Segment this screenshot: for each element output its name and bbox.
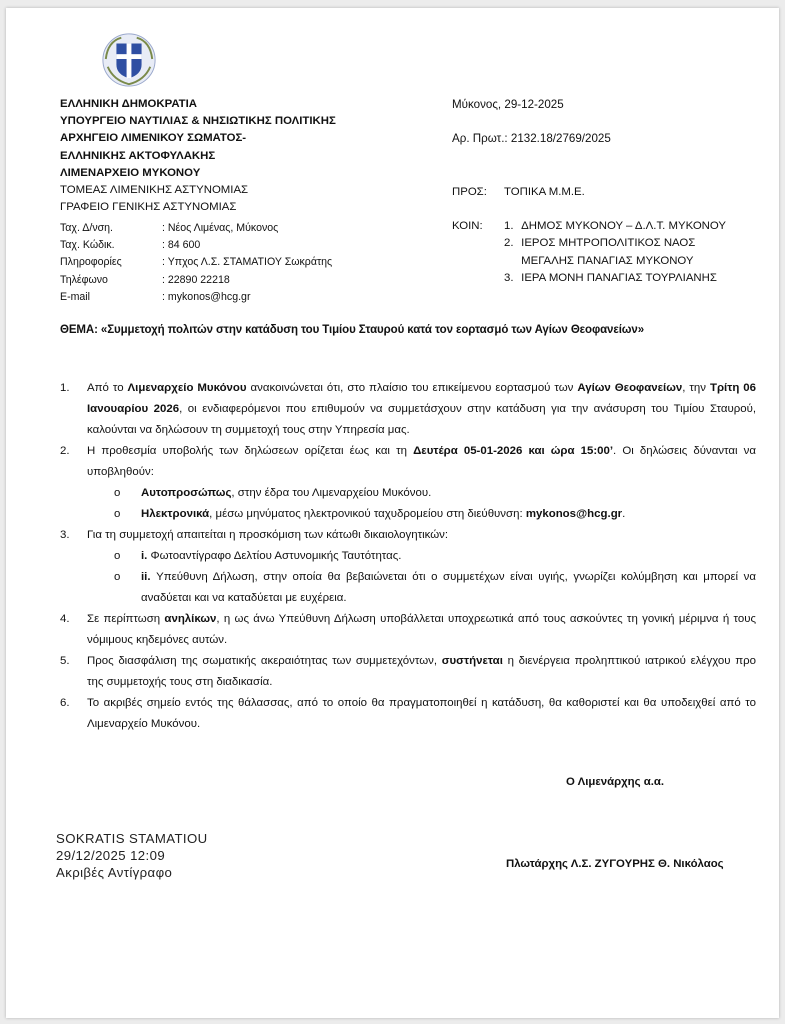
sub-item (60, 483, 756, 504)
sub-item (60, 567, 756, 609)
item-number: 3. (60, 529, 70, 541)
bold-text: Ηλεκτρονικά (141, 508, 210, 520)
contact-value: : Υπχος Λ.Σ. ΣΤΑΜΑΤΙΟΥ Σωκράτης (162, 256, 333, 269)
contact-label: Ταχ. Κώδικ. (60, 239, 115, 252)
koin-label: ΚΟΙΝ: (452, 220, 483, 233)
bold-text: ii. (141, 571, 151, 583)
stamp-note: Ακριβές Αντίγραφο (56, 865, 173, 880)
contact-value: : Νέος Λιμένας, Μύκονος (162, 222, 279, 234)
text-run: η διενέργεια προληπτικού ιατρικού ελέγχου προ της συμμετοχής τους στη διαδικασία. (87, 655, 756, 688)
digital-signature-stamp (56, 830, 208, 881)
contact-value: : 84 600 (162, 239, 201, 252)
contact-row (60, 289, 440, 306)
koin-list (504, 218, 726, 287)
bullet-icon: o (114, 550, 121, 562)
pros-label: ΠΡΟΣ: (452, 186, 487, 198)
sub-item (60, 504, 756, 525)
koin-text: ΔΗΜΟΣ ΜΥΚΟΝΟΥ – Δ.Λ.Τ. ΜΥΚΟΝΟΥ (521, 220, 726, 233)
item-text (87, 693, 756, 735)
header-line: ΛΙΜΕΝΑΡΧΕΙΟ ΜΥΚΟΝΟΥ (60, 166, 201, 179)
place-date: Μύκονος, 29-12-2025 (452, 98, 564, 111)
pros-value: ΤΟΠΙΚΑ Μ.Μ.Ε. (504, 186, 585, 198)
contact-email[interactable]: : mykonos@hcg.gr (162, 290, 251, 303)
text-run: ανακοινώνεται ότι, στο πλαίσιο του επικείμενου εορτασμού των (246, 382, 578, 394)
koin-number: 3. (504, 271, 514, 284)
bold-text: mykonos@hcg.gr (525, 508, 623, 520)
koin-number: 2. (504, 237, 514, 250)
numbered-item (60, 609, 756, 651)
text-run: Το ακριβές σημείο εντός της θάλασσας, από το οποίο θα πραγματοποιηθεί η κατάδυση, θα καθοριστεί και θα υποδειχθεί από το Λιμεναρχείο Μυκόνου. (87, 697, 756, 730)
text-run: . (622, 508, 626, 520)
text-run: , μέσω μηνύματος ηλεκτρονικού ταχυδρομείου στη διεύθυνση: (209, 508, 526, 520)
header-line: ΤΟΜΕΑΣ ΛΙΜΕΝΙΚΗΣ ΑΣΤΥΝΟΜΙΑΣ (60, 184, 249, 197)
header-line: ΕΛΛΗΝΙΚΗΣ ΑΚΤΟΦΥΛΑΚΗΣ (60, 149, 216, 162)
text-run: Σε περίπτωση (87, 613, 165, 625)
text-run: , η ως άνω Υπεύθυνη Δήλωση υποβάλλεται υποχρεωτικά από τους ασκούντες τη γονική μέριμνα ή τους νόμιμους κηδεμόνες αυτών. (87, 613, 756, 646)
contact-label: Ταχ. Δ/νση. (60, 222, 113, 234)
header-line: ΑΡΧΗΓΕΙΟ ΛΙΜΕΝΙΚΟΥ ΣΩΜΑΤΟΣ- (60, 132, 247, 145)
numbered-item (60, 441, 756, 483)
text-run: Για τη συμμετοχή απαιτείται η προσκόμιση των κάτωθι δικαιολογητικών: (87, 529, 449, 541)
item-number: 5. (60, 655, 70, 667)
item-number: 4. (60, 613, 70, 625)
contact-row (60, 220, 440, 237)
koin-row (452, 218, 772, 287)
bold-text: Τρίτη 06 Ιανουαρίου 2026 (87, 382, 757, 415)
recipients-block (452, 184, 772, 287)
text-run: Προς διασφάλιση της σωματικής ακεραιότητας των συμμετεχόντων, (87, 655, 442, 667)
subject-line: ΘΕΜΑ: «Συμμετοχή πολιτών στην κατάδυση του Τιμίου Σταυρού κατά τον εορτασμό των Αγίων Θεοφανείων» (60, 324, 644, 336)
text-run: , την (682, 382, 710, 394)
protocol-number: Αρ. Πρωτ.: 2132.18/2769/2025 (452, 132, 611, 146)
item-number: 1. (60, 382, 70, 394)
contact-value: : 22890 22218 (162, 273, 230, 286)
sub-item-text (141, 504, 756, 525)
bold-text: i. (141, 550, 148, 562)
item-text (87, 378, 756, 441)
bold-text: Αγίων Θεοφανείων (577, 382, 683, 394)
item-number: 2. (60, 445, 70, 457)
koin-item-cont (504, 253, 726, 270)
contact-block (60, 220, 440, 306)
bold-text: συστήνεται (441, 655, 503, 667)
item-text (87, 525, 756, 546)
signer-name: Πλωτάρχης Λ.Σ. ΖΥΓΟΥΡΗΣ Θ. Νικόλαος (506, 858, 724, 870)
text-run: Φωτοαντίγραφο Δελτίου Αστυνομικής Ταυτότητας. (147, 550, 402, 562)
koin-text: ΙΕΡΟΣ ΜΗΤΡΟΠΟΛΙΤΙΚΟΣ ΝΑΟΣ (521, 237, 696, 250)
koin-item (504, 270, 726, 287)
numbered-item (60, 693, 756, 735)
text-run: , στην έδρα του Λιμεναρχείου Μυκόνου. (231, 487, 432, 499)
koin-text: ΙΕΡΑ ΜΟΝΗ ΠΑΝΑΓΙΑΣ ΤΟΥΡΛΙΑΝΗΣ (521, 271, 717, 284)
item-text (87, 651, 756, 693)
body-items (60, 378, 756, 735)
bullet-icon: o (114, 571, 121, 583)
item-text (87, 609, 756, 651)
koin-item (504, 235, 726, 252)
contact-row (60, 254, 440, 271)
header-left (60, 96, 440, 216)
text-run: Η προθεσμία υποβολής των δηλώσεων ορίζεται έως και τη (87, 445, 414, 457)
text-run: Υπεύθυνη Δήλωση, στην οποία θα βεβαιώνεται ότι ο συμμετέχων είναι υγιής, γνωρίζει κολύμβηση και μπορεί να αναδύεται και να καταδύεται με ευχέρεια. (141, 571, 756, 604)
header-line: ΓΡΑΦΕΙΟ ΓΕΝΙΚΗΣ ΑΣΤΥΝΟΜΙΑΣ (60, 201, 237, 214)
numbered-item (60, 525, 756, 546)
contact-label: E-mail (60, 290, 91, 303)
sub-item (60, 546, 756, 567)
text-run: Από το (87, 382, 128, 394)
greek-state-emblem-icon (100, 30, 158, 88)
header-right (452, 96, 772, 147)
signer-title: Ο Λιμενάρχης α.α. (566, 776, 665, 788)
sub-item-text (141, 546, 756, 567)
koin-item (504, 218, 726, 235)
contact-label: Τηλέφωνο (60, 273, 108, 286)
sub-item-text (141, 483, 756, 504)
numbered-item (60, 651, 756, 693)
bold-text: Δευτέρα 05-01-2026 και ώρα 15:00’ (413, 445, 614, 457)
sub-item-text (141, 567, 756, 609)
koin-number: 1. (504, 220, 514, 233)
bold-text: Λιμεναρχείο Μυκόνου (127, 382, 247, 394)
contact-row (60, 237, 440, 254)
item-text (87, 441, 756, 483)
bullet-icon: o (114, 508, 121, 520)
bullet-icon: o (114, 487, 121, 499)
bold-text: ανηλίκων (164, 613, 217, 625)
text-run: . Οι δηλώσεις δύνανται να υποβληθούν: (87, 445, 756, 478)
text-run: , οι ενδιαφερόμενοι που επιθυμούν να συμμετάσχουν στην κατάδυση για την ανάσυρση του Τιμίου Σταυρού, καλούνται να δηλώσουν τη συμμετοχή τους στην Υπηρεσία μας. (87, 403, 757, 436)
header-line: ΕΛΛΗΝΙΚΗ ΔΗΜΟΚΡΑΤΙΑ (60, 98, 197, 110)
koin-text: ΜΕΓΑΛΗΣ ΠΑΝΑΓΙΑΣ ΜΥΚΟΝΟΥ (521, 254, 694, 267)
contact-row (60, 272, 440, 289)
numbered-item (60, 378, 756, 441)
document-page (6, 8, 779, 1018)
stamp-datetime: 29/12/2025 12:09 (56, 848, 166, 863)
contact-label: Πληροφορίες (60, 256, 122, 269)
stamp-name: SOKRATIS STAMATIOU (56, 831, 208, 846)
header-line: ΥΠΟΥΡΓΕΙΟ ΝΑΥΤΙΛΙΑΣ & ΝΗΣΙΩΤΙΚΗΣ ΠΟΛΙΤΙΚΗΣ (60, 115, 336, 128)
bold-text: Αυτοπροσώπως (141, 487, 232, 499)
pros-row (452, 184, 772, 201)
item-number: 6. (60, 697, 70, 709)
